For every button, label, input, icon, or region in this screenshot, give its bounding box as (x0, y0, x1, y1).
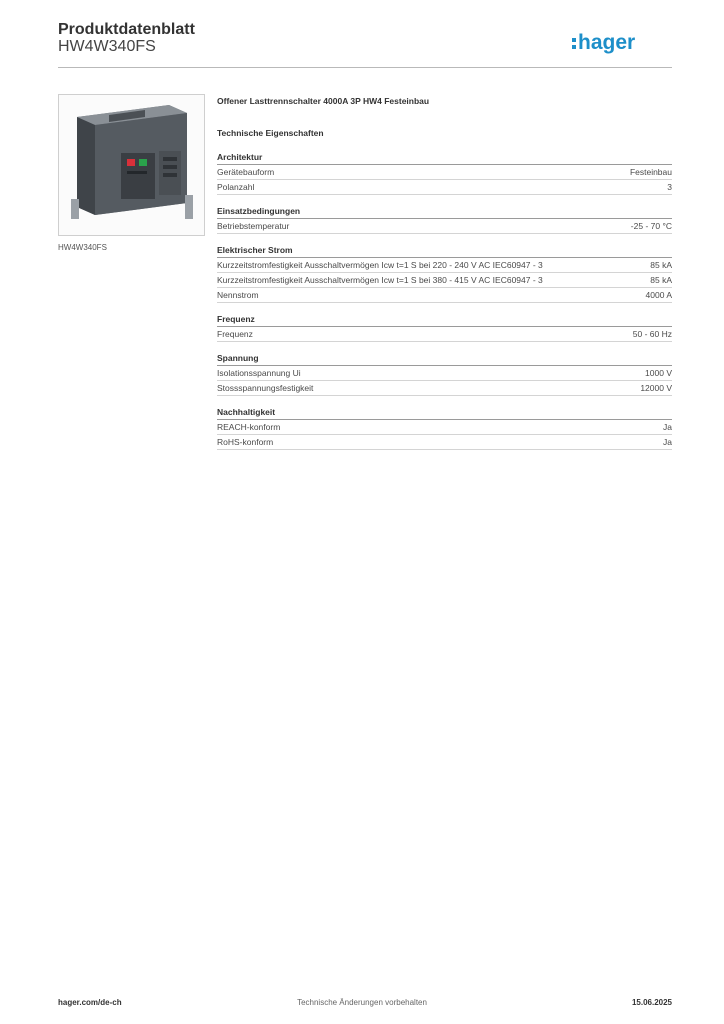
row-label: Isolationsspannung Ui (217, 368, 301, 378)
row-value: 3 (667, 182, 672, 192)
footer-url: hager.com/de-ch (58, 998, 122, 1007)
row-value: Ja (663, 437, 672, 447)
circuit-breaker-icon (59, 95, 204, 235)
product-name: Offener Lasttrennschalter 4000A 3P HW4 Festeinbau (217, 96, 430, 106)
table-row (217, 420, 672, 435)
section-architektur (217, 152, 672, 195)
row-value: Ja (663, 422, 672, 432)
row-label: Polanzahl (217, 182, 255, 192)
row-value: 50 - 60 Hz (632, 329, 672, 339)
section-title: Spannung (217, 353, 672, 366)
row-value: -25 - 70 °C (630, 221, 672, 231)
table-row (217, 366, 672, 381)
row-value: Festeinbau (629, 167, 672, 177)
section-frequenz (217, 314, 672, 342)
row-value: 4000 A (645, 290, 672, 300)
section-title: Elektrischer Strom (217, 245, 672, 258)
row-label: RoHS-konform (217, 437, 274, 447)
row-value: 85 kA (650, 275, 672, 285)
table-row (217, 219, 672, 234)
table-row (217, 258, 672, 273)
section-title: Frequenz (217, 314, 672, 327)
table-row (217, 288, 672, 303)
image-caption: HW4W340FS (58, 243, 107, 252)
table-row (217, 381, 672, 396)
row-value: 12000 V (640, 383, 672, 393)
section-title: Nachhaltigkeit (217, 407, 672, 420)
product-image (58, 94, 205, 236)
row-label: Frequenz (217, 329, 253, 339)
product-code: HW4W340FS (58, 38, 156, 55)
table-row (217, 327, 672, 342)
datasheet-content (217, 96, 672, 461)
technical-properties-title: Technische Eigenschaften (217, 128, 324, 138)
section-title: Einsatzbedingungen (217, 206, 672, 219)
header-divider (58, 67, 672, 68)
footer-note: Technische Änderungen vorbehalten (297, 998, 427, 1007)
table-row (217, 180, 672, 195)
row-label: Kurzzeitstromfestigkeit Ausschaltvermögen Icw t=1 S bei 220 - 240 V AC IEC60947 - 3 (217, 260, 543, 270)
row-value: 85 kA (650, 260, 672, 270)
section-title: Architektur (217, 152, 672, 165)
section-spannung (217, 353, 672, 396)
row-label: REACH-konform (217, 422, 281, 432)
row-value: 1000 V (645, 368, 672, 378)
row-label: Kurzzeitstromfestigkeit Ausschaltvermögen Icw t=1 S bei 380 - 415 V AC IEC60947 - 3 (217, 275, 543, 285)
footer-date: 15.06.2025 (631, 998, 672, 1007)
section-nachhaltigkeit (217, 407, 672, 450)
hager-logo (572, 28, 672, 56)
table-row (217, 273, 672, 288)
table-row (217, 165, 672, 180)
row-label: Stossspannungsfestigkeit (217, 383, 314, 393)
table-row (217, 435, 672, 450)
logo-text: hager (578, 31, 636, 54)
row-label: Gerätebauform (217, 167, 275, 177)
row-label: Betriebstemperatur (217, 221, 290, 231)
page-title: Produktdatenblatt (58, 21, 195, 38)
row-label: Nennstrom (217, 290, 259, 300)
section-einsatzbedingungen (217, 206, 672, 234)
section-elektrischer-strom (217, 245, 672, 303)
